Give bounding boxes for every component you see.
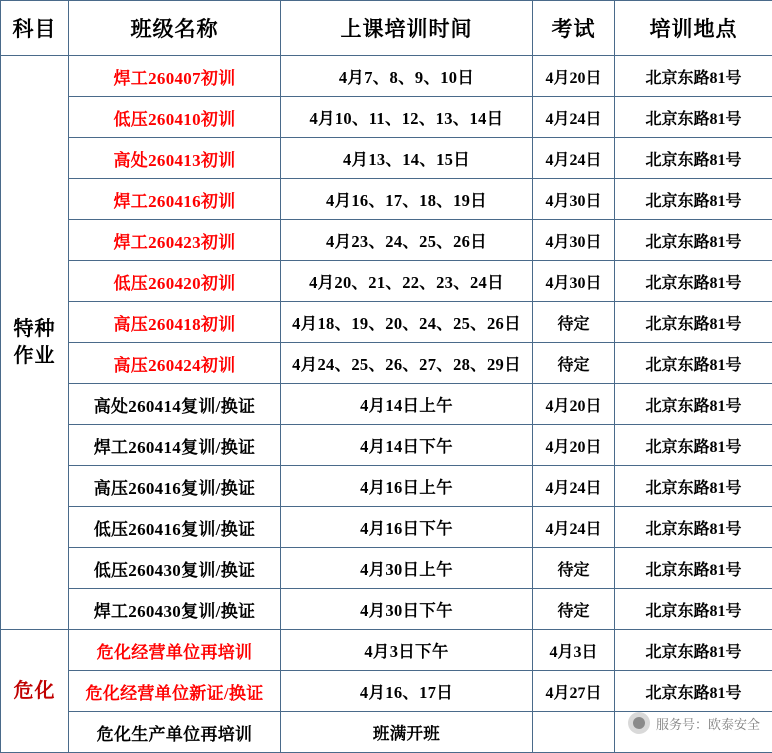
class-name-cell: 高处260413初训 — [69, 138, 281, 179]
training-time-cell: 4月30日上午 — [281, 548, 533, 589]
table-row — [1, 589, 772, 630]
training-time-cell: 4月14日下午 — [281, 425, 533, 466]
class-name-cell: 高处260414复训/换证 — [69, 384, 281, 425]
exam-date-cell: 4月24日 — [533, 97, 615, 138]
column-header-subject: 科目 — [1, 1, 69, 56]
subject-cell: 特种 作业 — [1, 56, 69, 630]
table-row — [1, 302, 772, 343]
class-name-cell: 焊工260407初训 — [69, 56, 281, 97]
table-row — [1, 630, 772, 671]
training-time-cell: 4月7、8、9、10日 — [281, 56, 533, 97]
exam-date-cell: 待定 — [533, 302, 615, 343]
class-name-cell: 低压260430复训/换证 — [69, 548, 281, 589]
exam-date-cell: 4月27日 — [533, 671, 615, 712]
table-row — [1, 56, 772, 97]
class-name-cell: 高压260424初训 — [69, 343, 281, 384]
class-name-cell: 焊工260416初训 — [69, 179, 281, 220]
training-time-cell: 4月16、17日 — [281, 671, 533, 712]
training-time-cell: 4月10、11、12、13、14日 — [281, 97, 533, 138]
training-time-cell: 4月16日上午 — [281, 466, 533, 507]
table-row — [1, 425, 772, 466]
class-name-cell: 高压260416复训/换证 — [69, 466, 281, 507]
exam-date-cell: 待定 — [533, 343, 615, 384]
location-cell: 北京东路81号 — [615, 220, 772, 261]
training-time-cell: 4月3日下午 — [281, 630, 533, 671]
exam-date-cell: 4月20日 — [533, 425, 615, 466]
training-time-cell: 4月23、24、25、26日 — [281, 220, 533, 261]
table-row — [1, 384, 772, 425]
exam-date-cell: 4月30日 — [533, 261, 615, 302]
location-cell: 北京东路81号 — [615, 343, 772, 384]
table-row — [1, 548, 772, 589]
watermark-text: 服务号：欧泰安全 — [656, 714, 760, 733]
column-header-location: 培训地点 — [615, 1, 772, 56]
training-time-cell: 班满开班 — [281, 712, 533, 753]
table-row — [1, 261, 772, 302]
class-name-cell: 低压260416复训/换证 — [69, 507, 281, 548]
exam-date-cell: 4月24日 — [533, 138, 615, 179]
exam-date-cell: 4月20日 — [533, 56, 615, 97]
class-name-cell: 危化生产单位再培训 — [69, 712, 281, 753]
column-header-class-name: 班级名称 — [69, 1, 281, 56]
training-time-cell: 4月16、17、18、19日 — [281, 179, 533, 220]
location-cell: 北京东路81号 — [615, 56, 772, 97]
watermark-badge — [624, 710, 764, 736]
class-name-cell: 焊工260423初训 — [69, 220, 281, 261]
class-name-cell: 低压260410初训 — [69, 97, 281, 138]
table-row — [1, 466, 772, 507]
exam-date-cell — [533, 712, 615, 753]
wechat-logo-icon — [628, 712, 650, 734]
class-name-cell: 危化经营单位新证/换证 — [69, 671, 281, 712]
header-row — [1, 1, 772, 56]
training-time-cell: 4月14日上午 — [281, 384, 533, 425]
table-row — [1, 671, 772, 712]
subject-cell: 危化 — [1, 630, 69, 753]
exam-date-cell: 4月3日 — [533, 630, 615, 671]
class-name-cell: 高压260418初训 — [69, 302, 281, 343]
class-name-cell: 焊工260414复训/换证 — [69, 425, 281, 466]
location-cell: 北京东路81号 — [615, 630, 772, 671]
class-name-cell: 危化经营单位再培训 — [69, 630, 281, 671]
column-header-exam: 考试 — [533, 1, 615, 56]
training-time-cell: 4月30日下午 — [281, 589, 533, 630]
location-cell: 北京东路81号 — [615, 507, 772, 548]
location-cell: 北京东路81号 — [615, 384, 772, 425]
table-row — [1, 179, 772, 220]
table-row — [1, 138, 772, 179]
table-row — [1, 97, 772, 138]
location-cell: 北京东路81号 — [615, 302, 772, 343]
training-time-cell: 4月13、14、15日 — [281, 138, 533, 179]
location-cell: 北京东路81号 — [615, 589, 772, 630]
training-time-cell: 4月16日下午 — [281, 507, 533, 548]
class-name-cell: 焊工260430复训/换证 — [69, 589, 281, 630]
exam-date-cell: 4月24日 — [533, 507, 615, 548]
table-row — [1, 220, 772, 261]
exam-date-cell: 待定 — [533, 589, 615, 630]
column-header-training-time: 上课培训时间 — [281, 1, 533, 56]
training-time-cell: 4月18、19、20、24、25、26日 — [281, 302, 533, 343]
class-name-cell: 低压260420初训 — [69, 261, 281, 302]
exam-date-cell: 4月24日 — [533, 466, 615, 507]
location-cell: 北京东路81号 — [615, 261, 772, 302]
exam-date-cell: 4月30日 — [533, 179, 615, 220]
location-cell: 北京东路81号 — [615, 97, 772, 138]
location-cell: 北京东路81号 — [615, 466, 772, 507]
exam-date-cell: 待定 — [533, 548, 615, 589]
location-cell: 北京东路81号 — [615, 425, 772, 466]
table-row — [1, 343, 772, 384]
exam-date-cell: 4月30日 — [533, 220, 615, 261]
table-row — [1, 507, 772, 548]
table-header — [1, 1, 772, 56]
location-cell: 北京东路81号 — [615, 138, 772, 179]
exam-date-cell: 4月20日 — [533, 384, 615, 425]
training-time-cell: 4月20、21、22、23、24日 — [281, 261, 533, 302]
location-cell: 北京东路81号 — [615, 671, 772, 712]
location-cell: 北京东路81号 — [615, 179, 772, 220]
location-cell: 北京东路81号 — [615, 548, 772, 589]
table-body — [1, 56, 772, 753]
training-time-cell: 4月24、25、26、27、28、29日 — [281, 343, 533, 384]
